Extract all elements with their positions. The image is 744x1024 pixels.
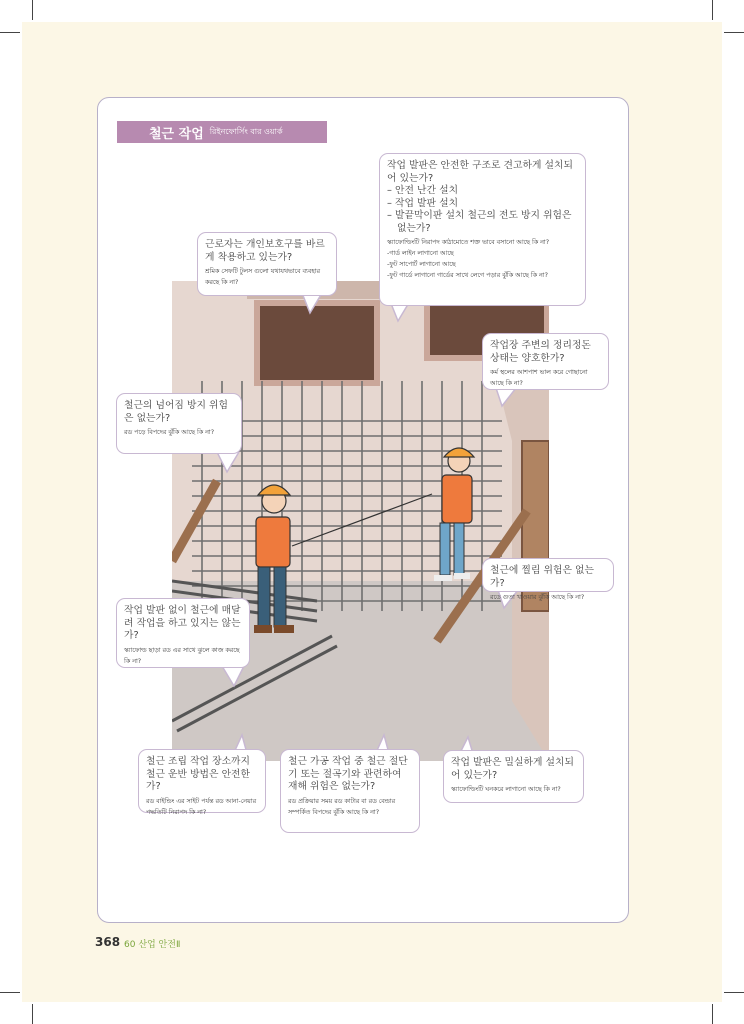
bubble-tail [220, 666, 250, 688]
crop-mark [32, 0, 33, 20]
bubble-dense-title: 작업 발판은 밀실하게 설치되어 있는가? [451, 757, 574, 781]
bubble-ppe [197, 232, 337, 296]
bubble-transport-title: 철근 조립 작업 장소까지 철근 운반 방법은 안전한가? [146, 756, 250, 792]
bubble-pierce-title: 철근에 찔림 위험은 없는가? [490, 565, 594, 589]
bubble-dense-sub: স্ক্যাফোল্ডিংটি ঘনকরে লাগানো আছে কি না? [451, 786, 561, 793]
bubble-scaffold-safe-sub: স্ক্যাফোল্ডিংটি নিরাপদ কাঠামোতে শক্ত ভাবে বসানো আছে কি না? [387, 239, 550, 246]
checklist-item: – 안전 난간 설치 [387, 185, 459, 196]
bubble-tidy-sub: কর্ম স্থলের আশপাশ ভাল করে গোছানো আছে কি না? [490, 369, 588, 387]
bubble-ppe-sub: শ্রমিক সেফটি টুলস গুলো যথাযথভাবে ব্যবহার করছে কি না? [205, 268, 320, 286]
page-number: 368 [95, 935, 121, 949]
bubble-hanging [116, 598, 250, 668]
bubble-hanging-title: 작업 발판 없이 철근에 매달려 작업을 하고 있지는 않는가? [124, 605, 241, 641]
bubble-transport [138, 749, 266, 816]
scaffold-checklist [387, 185, 578, 235]
book-title: 60 산업 안전Ⅱ [124, 940, 181, 950]
section-subtitle: রিইনফোর্সিং বার ওয়ার্ক [209, 126, 283, 136]
checklist-item: – 작업 발판 설치 [387, 197, 459, 209]
crop-mark [712, 1004, 713, 1024]
window-left [257, 303, 377, 383]
bubble-note: -ফুট গার্ডে লাগানো গার্ডের সাথে লেগে পড়ার ঝুঁকি আছে কি না? [387, 272, 548, 279]
crop-mark [724, 32, 744, 33]
bubble-scaffold-safe-title: 작업 발판은 안전한 구조로 견고하게 설치되어 있는가? [387, 160, 573, 184]
checklist-item: – 발끝막이판 설치 철근의 전도 방지 위험은 없는가? [387, 210, 572, 234]
bubble-pierce [482, 558, 614, 601]
bubble-transport-sub: রড বাইন্ডিং এর সাইট পর্যন্ত রড আনা-নেয়ার পদ্ধতিটি নিরাপদ কি না? [146, 797, 257, 816]
section-title: 철근 작업 [149, 126, 204, 142]
bubble-rebar-fall-sub: রড পড়ে বিপদের ঝুঁকি আছে কি না? [124, 429, 215, 436]
bubble-pierce-sub: রডে গুতা খাওয়ার ঝুঁকি আছে কি না? [490, 594, 585, 601]
crop-mark [724, 992, 744, 993]
crop-mark [0, 32, 20, 33]
bubble-tail [494, 388, 524, 408]
bubble-tidy-title: 작업장 주변의 정리정돈 상태는 양호한가? [490, 340, 591, 364]
bubble-scaffold-safe [379, 153, 586, 306]
bubble-rebar-fall [116, 393, 242, 454]
bubble-cutting [280, 749, 420, 833]
bubble-tail [300, 293, 330, 315]
crop-mark [32, 1004, 33, 1024]
bubble-dense [443, 750, 584, 803]
bubble-tail [215, 452, 245, 474]
bubble-tidy [482, 333, 609, 390]
bubble-hanging-sub: স্ক্যাফোল্ড ছাড়া রড এর সাথে ঝুলে কাজ করছে কি না? [124, 646, 240, 665]
bubble-ppe-title: 근로자는 개인보호구를 바르게 착용하고 있는가? [205, 239, 325, 263]
bubble-cutting-title: 철근 가공 작업 중 철근 절단기 또는 절곡기와 관련하여 재해 위험은 없는가? [288, 756, 408, 792]
bubble-rebar-fall-title: 철근의 넘어짐 방지 위험은 없는가? [124, 400, 228, 424]
crop-mark [712, 0, 713, 20]
bubble-cutting-sub: রড প্রক্রিয়ার সময় রড কাটার বা রড বেন্ডার সম্পর্কিত বিপদের ঝুঁকি আছে কি না? [288, 797, 396, 816]
bubble-note: -গার্ড লাইন লাগানো আছে [387, 250, 454, 257]
section-title-bar [117, 121, 327, 143]
bubble-note: -ফুট সাপোর্ট লাগানো আছে [387, 261, 456, 268]
crop-mark [0, 992, 20, 993]
